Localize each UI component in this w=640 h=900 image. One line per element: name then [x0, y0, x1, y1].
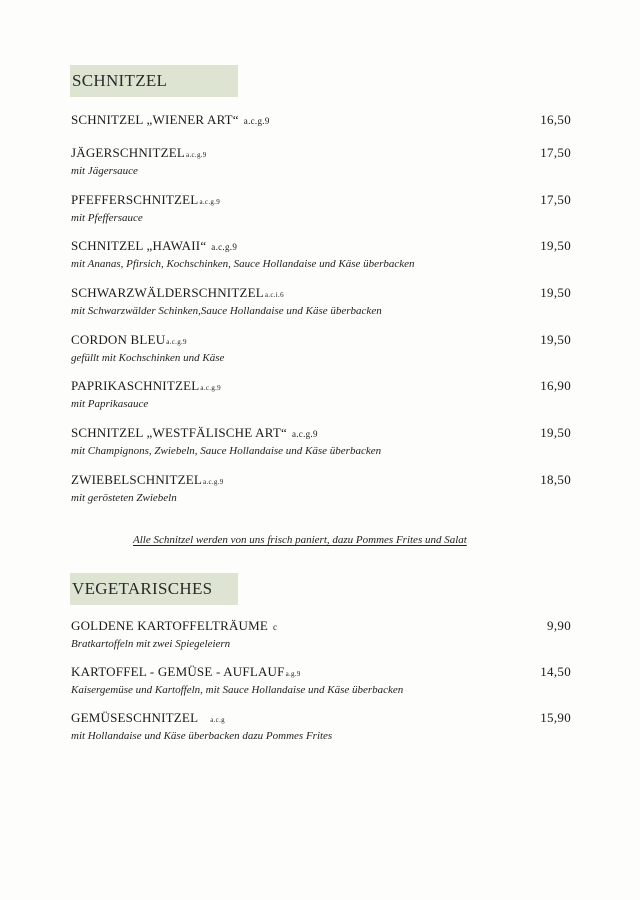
- item-price: 19,50: [540, 332, 571, 347]
- item-name: [71, 378, 575, 394]
- item-allergens: a.c.g.9: [199, 198, 221, 206]
- item-name-text: JÄGERSCHNITZEL: [71, 145, 186, 160]
- menu-item: [71, 618, 575, 650]
- item-name: [71, 112, 575, 128]
- item-name: [71, 192, 575, 208]
- item-allergens: c: [273, 622, 278, 632]
- menu-item: [71, 192, 575, 224]
- item-allergens: a.c.g.9: [291, 429, 318, 439]
- item-name: [71, 664, 575, 680]
- item-name: [71, 472, 575, 488]
- menu-item: [71, 112, 575, 128]
- menu-item: [71, 664, 575, 696]
- menu-item: [71, 332, 575, 364]
- item-name-text: SCHWARZWÄLDERSCHNITZEL: [71, 285, 264, 300]
- menu-item: [71, 710, 575, 742]
- item-description: mit Pfeffersauce: [71, 212, 143, 224]
- item-price: 9,90: [547, 618, 571, 633]
- item-description: mit Hollandaise und Käse überbacken dazu Pommes Frites: [71, 730, 333, 742]
- menu-item: [71, 378, 575, 410]
- menu-item: [71, 238, 575, 270]
- item-name: [71, 710, 575, 726]
- item-price: 19,50: [540, 425, 571, 440]
- item-name-text: PAPRIKASCHNITZEL: [71, 378, 200, 393]
- item-description: mit gerösteten Zwiebeln: [71, 492, 177, 504]
- item-price: 17,50: [540, 145, 571, 160]
- item-description: gefüllt mit Kochschinken und Käse: [71, 352, 225, 364]
- item-allergens: a.c.g: [210, 716, 225, 724]
- item-description: mit Schwarzwälder Schinken,Sauce Hollandaise und Käse überbacken: [71, 305, 382, 317]
- item-allergens: a.g.9: [285, 670, 301, 678]
- item-price: 19,50: [540, 285, 571, 300]
- item-price: 17,50: [540, 192, 571, 207]
- item-name: [71, 238, 575, 254]
- item-name-text: KARTOFFEL - GEMÜSE - AUFLAUF: [71, 664, 285, 679]
- item-name-text: SCHNITZEL „WESTFÄLISCHE ART“: [71, 425, 287, 440]
- menu-item: [71, 285, 575, 317]
- item-name-text: ZWIEBELSCHNITZEL: [71, 472, 203, 487]
- item-allergens: a.c.g.9: [203, 478, 224, 486]
- item-description: mit Ananas, Pfirsich, Kochschinken, Sauce Hollandaise und Käse überbacken: [71, 258, 415, 270]
- item-description: mit Paprikasauce: [71, 398, 149, 410]
- item-name: [71, 285, 575, 301]
- item-name-text: CORDON BLEU: [71, 332, 166, 347]
- item-allergens: a.c.g.9: [186, 151, 207, 159]
- item-name: [71, 145, 575, 161]
- item-allergens: a.c.g.9: [166, 338, 187, 346]
- item-name-text: SCHNITZEL „HAWAII“: [71, 238, 207, 253]
- menu-item: [71, 145, 575, 177]
- item-description: mit Champignons, Zwiebeln, Sauce Hollandaise und Käse überbacken: [71, 445, 382, 457]
- breading-note: Alle Schnitzel werden von uns frisch paniert, dazu Pommes Frites und Salat: [133, 534, 467, 546]
- item-price: 16,90: [540, 378, 571, 393]
- menu-item: [71, 472, 575, 504]
- item-price: 14,50: [540, 664, 571, 679]
- item-description: Kaisergemüse und Kartoffeln, mit Sauce Hollandaise und Käse überbacken: [71, 684, 404, 696]
- section-title-schnitzel: SCHNITZEL: [70, 65, 238, 97]
- item-name: [71, 332, 575, 348]
- item-price: 16,50: [540, 112, 571, 127]
- item-name-text: PFEFFERSCHNITZEL: [71, 192, 199, 207]
- item-allergens: a.c.i.6: [264, 291, 284, 299]
- item-name-text: SCHNITZEL „WIENER ART“: [71, 112, 239, 127]
- item-name: [71, 425, 575, 441]
- item-name-text: GEMÜSESCHNITZEL: [71, 710, 199, 725]
- item-allergens: a.c.g.9: [243, 116, 270, 126]
- menu-item: [71, 425, 575, 457]
- item-price: 19,50: [540, 238, 571, 253]
- item-name-text: GOLDENE KARTOFFELTRÄUME: [71, 618, 269, 633]
- item-allergens: a.c.g.9: [200, 384, 221, 392]
- item-description: mit Jägersauce: [71, 165, 138, 177]
- item-price: 18,50: [540, 472, 571, 487]
- section-title-vegetarisches: VEGETARISCHES: [70, 573, 238, 605]
- item-allergens: a.c.g.9: [211, 242, 238, 252]
- item-description: Bratkartoffeln mit zwei Spiegeleiern: [71, 638, 231, 650]
- item-price: 15,90: [540, 710, 571, 725]
- item-name: [71, 618, 575, 634]
